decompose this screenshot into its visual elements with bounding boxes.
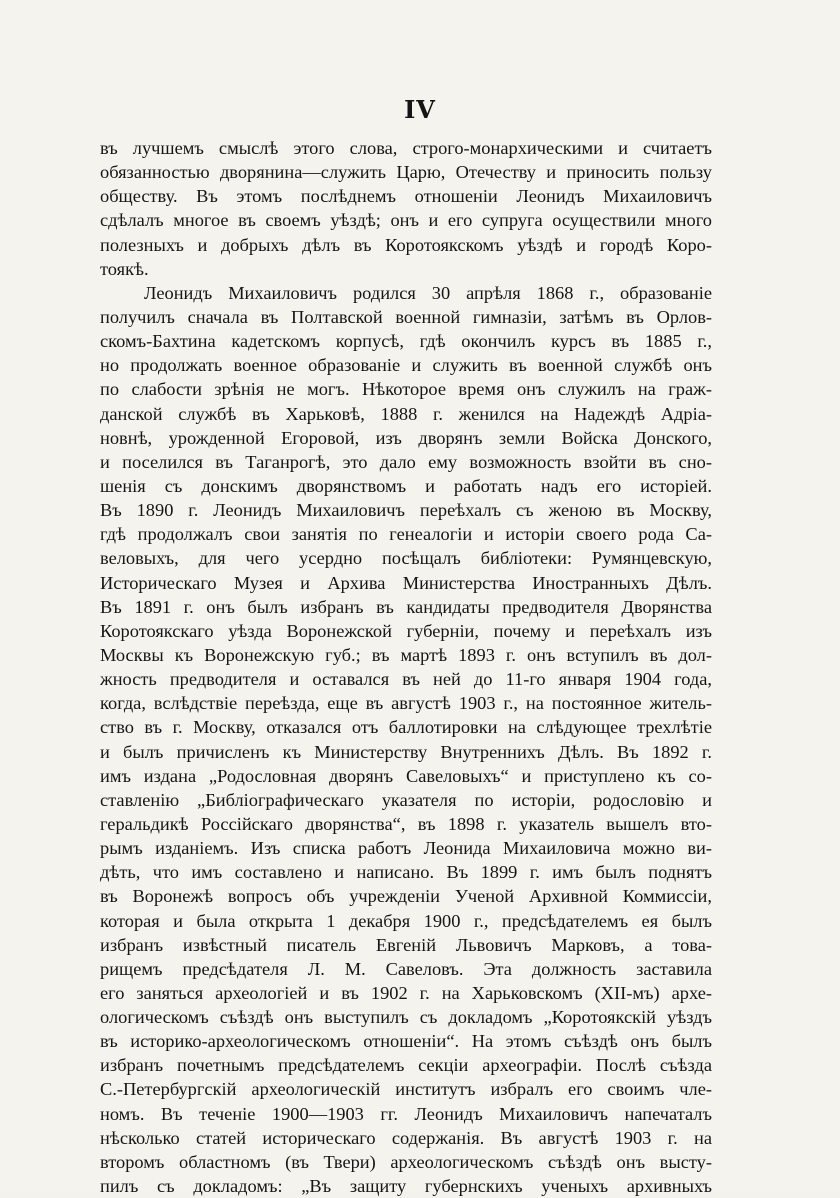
- text-line: второмъ областномъ (въ Твери) археологическомъ съѣздѣ онъ высту-: [100, 1151, 712, 1172]
- text-line: имъ издана „Родословная дворянъ Савеловыхъ“ и приступлено къ со-: [100, 765, 712, 786]
- text-line: веловыхъ, для чего усердно посѣщалъ библіотеки: Румянцевскую,: [100, 548, 712, 569]
- text-line: дѣть, что имъ составлено и написано. Въ 1899 г. имъ былъ поднятъ: [100, 862, 712, 883]
- text-line: обществу. Въ этомъ послѣднемъ отношеніи Леонидъ Михаиловичъ: [100, 186, 712, 207]
- text-line: сдѣлалъ многое въ своемъ уѣздѣ; онъ и его супруга осуществили много: [100, 210, 712, 231]
- text-line: но продолжать военное образованіе и служить въ военной службѣ онъ: [100, 355, 712, 376]
- text-line: Леонидъ Михаиловичъ родился 30 апрѣля 1868 г., образованіе: [144, 282, 712, 303]
- text-line: въ лучшемъ смыслѣ этого слова, строго-монархическими и считаетъ: [100, 138, 712, 158]
- text-line: въ Воронежѣ вопросъ объ учрежденіи Ученой Архивной Коммиссіи,: [100, 886, 712, 907]
- text-line: по слабости зрѣнія не могъ. Нѣкоторое время онъ служилъ на граж-: [100, 379, 712, 400]
- text-line: тоякѣ.: [100, 258, 149, 279]
- text-line: когда, вслѣдствіе переѣзда, еще въ августѣ 1903 г., на постоянное житель-: [100, 693, 712, 714]
- text-line: рымъ изданіемъ. Изъ списка работъ Леонида Михаиловича можно ви-: [100, 838, 712, 859]
- text-line: рищемъ предсѣдателя Л. М. Савеловъ. Эта должность заставила: [100, 958, 712, 979]
- text-line: Въ 1891 г. онъ былъ избранъ въ кандидаты предводителя Дворянства: [100, 596, 712, 617]
- text-line: избранъ почетнымъ предсѣдателемъ секціи археографіи. Послѣ съѣзда: [100, 1055, 712, 1076]
- text-line: въ историко-археологическомъ отношеніи“. На этомъ съѣздѣ онъ былъ: [100, 1031, 712, 1052]
- page-number: IV: [404, 95, 436, 124]
- text-line: нѣсколько статей историческаго содержанія. Въ августѣ 1903 г. на: [100, 1127, 712, 1148]
- text-line: геральдикѣ Россійскаго дворянства“, въ 1898 г. указатель вышелъ вто-: [100, 813, 712, 834]
- text-line: ставленію „Библіографическаго указателя по исторіи, родословію и: [100, 789, 712, 810]
- text-line: С.-Петербургскій археологическій институтъ избралъ его своимъ чле-: [100, 1079, 712, 1100]
- text-line: полезныхъ и добрыхъ дѣлъ въ Коротоякскомъ уѣздѣ и городѣ Коро-: [100, 234, 712, 255]
- text-line: жность предводителя и оставался въ ней до 11-го января 1904 года,: [100, 669, 712, 690]
- text-line: данской службѣ въ Харьковѣ, 1888 г. женился на Надеждѣ Адріа-: [100, 403, 712, 424]
- text-line: избранъ извѣстный писатель Евгеній Львовичъ Марковъ, а това-: [100, 934, 712, 955]
- text-line: его заняться археологіей и въ 1902 г. на Харьковскомъ (XII-мъ) архе-: [100, 982, 712, 1003]
- text-line: Историческаго Музея и Архива Министерства Иностранныхъ Дѣлъ.: [100, 572, 712, 593]
- text-line: получилъ сначала въ Полтавской военной гимназіи, затѣмъ въ Орлов-: [100, 306, 712, 327]
- text-line: ство въ г. Москву, отказался отъ баллотировки на слѣдующее трехлѣтіе: [100, 717, 712, 738]
- text-line: и поселился въ Таганрогѣ, это дало ему возможность взойти въ сно-: [100, 451, 712, 472]
- text-line: скомъ-Бахтина кадетскомъ корпусѣ, гдѣ окончилъ курсъ въ 1885 г.,: [100, 331, 712, 352]
- text-line: ологическомъ съѣздѣ онъ выступилъ съ докладомъ „Коротоякскій уѣздъ: [100, 1007, 712, 1028]
- text-line: которая и была открыта 1 декабря 1900 г., предсѣдателемъ ея былъ: [100, 910, 712, 931]
- text-line: Въ 1890 г. Леонидъ Михаиловичъ переѣхалъ съ женою въ Москву,: [100, 500, 712, 521]
- text-line: гдѣ продолжалъ свои занятія по генеалогіи и исторіи своего рода Са-: [100, 524, 712, 545]
- body-text: [100, 136, 712, 1198]
- text-line: новнѣ, урожденной Егоровой, изъ дворянъ земли Войска Донского,: [100, 427, 712, 448]
- text-line: номъ. Въ теченіе 1900—1903 гг. Леонидъ Михаиловичъ напечаталъ: [100, 1103, 712, 1124]
- text-line: Коротоякскаго уѣзда Воронежской губерніи, почему и переѣхалъ изъ: [100, 620, 712, 641]
- text-line: и былъ причисленъ къ Министерству Внутреннихъ Дѣлъ. Въ 1892 г.: [100, 741, 712, 762]
- text-line: пилъ съ докладомъ: „Въ защиту губернскихъ ученыхъ архивныхъ: [100, 1176, 712, 1197]
- text-line: обязанностью дворянина—служить Царю, Отечеству и приносить пользу: [100, 162, 712, 183]
- text-line: шенія съ донскимъ дворянствомъ и работать надъ его исторіей.: [100, 475, 712, 496]
- text-line: Москвы къ Воронежскую губ.; въ мартѣ 1893 г. онъ вступилъ въ дол-: [100, 644, 712, 665]
